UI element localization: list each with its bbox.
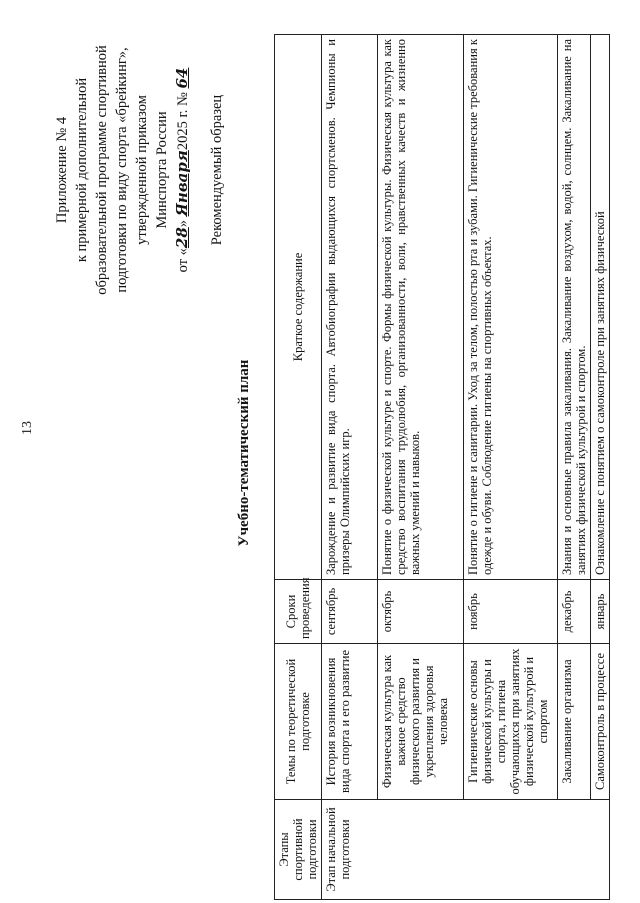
table-row (378, 35, 464, 900)
term-cell: октябрь (378, 580, 464, 644)
appendix-line-1: к примерной дополнительной (74, 77, 90, 263)
appendix-date-line (172, 0, 193, 340)
table-row (322, 35, 378, 900)
topic-cell: Самоконтроль в процессе (591, 644, 610, 800)
table-row (464, 35, 558, 900)
term-cell: сентябрь (322, 580, 378, 644)
table-header-row (275, 35, 322, 900)
content-cell: Понятие о физической культуре и спорте. Формы физической культуры. Физическая культура как средство воспитания трудолюбия, организованности, воли, нравственных качеств и жизненно важных умений и навыков. (378, 35, 464, 580)
term-cell: декабрь (558, 580, 591, 644)
content-cell: Зарождение и развитие вида спорта. Автобиографии выдающихся спортсменов. Чемпионы и призеры Олимпийских игр. (322, 35, 378, 580)
appendix-line-2: образовательной программе спортивной (94, 45, 110, 295)
date-year: 2025 г. № (175, 88, 191, 151)
table-row (558, 35, 591, 900)
date-number: 64 (173, 67, 191, 89)
appendix-title: Приложение № 4 (54, 116, 70, 224)
header-topic: Темы по теоретической подготовке (275, 644, 322, 800)
plan-title: Учебно-тематический план (236, 359, 252, 547)
recommended-sample: Рекомендуемый образец (209, 94, 225, 246)
topic-cell: Гигиенические основы физической культуры и спорта, гигиена обучающихся при занятиях физической культурой и спортом (464, 644, 558, 800)
appendix-line-3: подготовки по виду спорта «брейкинг», (114, 47, 130, 293)
content-cell: Понятие о гигиене и санитарии. Уход за телом, полостью рта и зубами. Гигиенические требования к одежде и обуви. Соблюдение гигиены на спортивных объектах. (464, 35, 558, 580)
header-term: Сроки проведения (275, 580, 322, 644)
content-cell: Ознакомление с понятием о самоконтроле при занятиях физической (591, 35, 610, 580)
header-content: Краткое содержание (275, 35, 322, 580)
page-number: 13 (20, 421, 35, 435)
date-mid: » (175, 216, 191, 228)
appendix-line-4: утвержденной приказом (134, 95, 150, 245)
date-day: 28 (173, 227, 191, 249)
topic-cell: История возникновения вида спорта и его развитие (322, 644, 378, 800)
term-cell: январь (591, 580, 610, 644)
appendix-header (52, 0, 227, 340)
plan-table (274, 34, 610, 900)
stage-cell: Этап начальной подготовки (322, 800, 610, 900)
header-stage: Этапы спортивной подготовки (275, 800, 322, 900)
topic-cell: Физическая культура как важное средство физического развития и укрепления здоровья человека (378, 644, 464, 800)
date-prefix: от « (175, 248, 191, 273)
topic-cell: Закаливание организма (558, 644, 591, 800)
date-month: Января (173, 150, 191, 217)
table-row (591, 35, 610, 900)
content-cell: Знания и основные правила закаливания. Закаливание воздухом, водой, солнцем. Закаливание на занятиях физической культурой и спортом. (558, 35, 591, 580)
appendix-line-5: Минспорта России (154, 111, 170, 229)
term-cell: ноябрь (464, 580, 558, 644)
